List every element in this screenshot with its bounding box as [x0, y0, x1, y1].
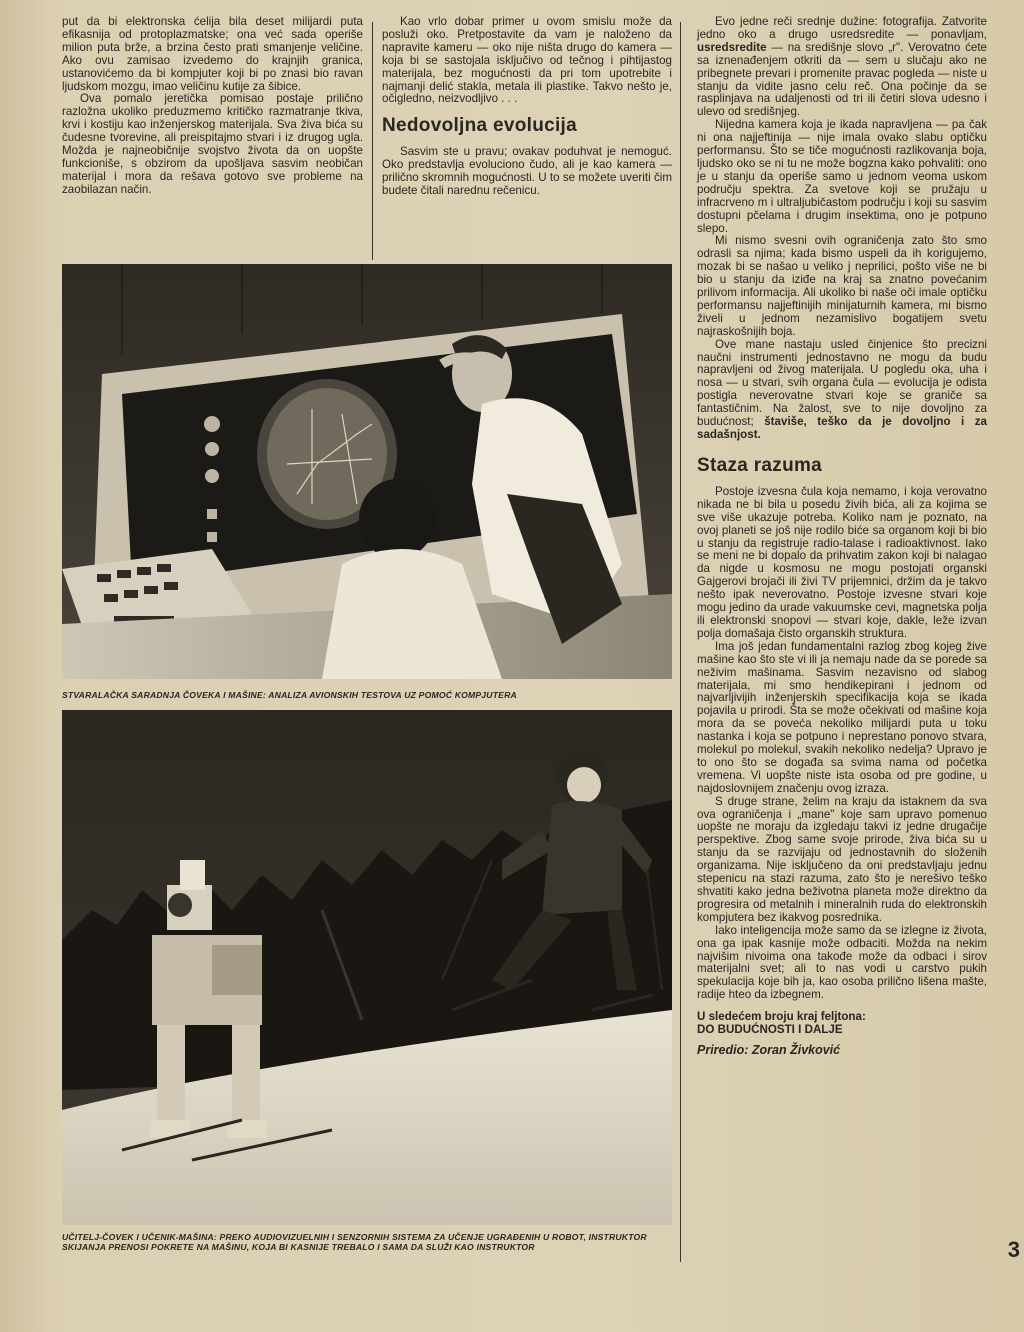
text-run: Ove mane nastaju usled činjenice što precizni naučni instrumenti jednostavno ne mogu da budu napravljeni od živog materijala. U pogledu oka, uha i nosa — u stvari, svih organa čula — evolucija je odista postigla neverovatne stvari koje se graniče sa fantastičnim. Na žalost, sve to nije dovoljno za budućnost; [697, 337, 987, 429]
photo-ski-robot [62, 710, 672, 1225]
page-number: 3 [1007, 1237, 1020, 1262]
paragraph [697, 339, 987, 442]
paragraph: Sasvim ste u pravu; ovakav poduhvat je nemoguć. Oko predstavlja evoluciono čudo, ali je kao kamera — prilično skromnih mogućnosti. U to se možete uveriti čim budete čitali narednu rečenicu. [382, 145, 672, 198]
column-divider [680, 22, 681, 1262]
paragraph: Postoje izvesna čula koja nemamo, i koja verovatno nikada ne bi bila u posedu živih bića, ali za kojima se sve više ukazuje potreba. Koliko nam je poznato, na ovoj planeti se još nije rodilo biće sa organom koji bi bio u stanju da registruje radio-talase i radioaktivnost. Iako se meni ne bi dopalo da prihvatim zakon koji bi nalagao da nigde u kosmosu ne mogu postojati organski Gajgerovi brojači ili živi TV prijemnici, držim da je takvo nešto ipak neverovatno. Postoje izvesne stvari koje mogu jedino da urade vakuumske cevi, magnetska polja ili elektronski snopovi — stvari koje, dakle, leže izvan polja domašaja čisto organskih struktura. [697, 484, 987, 640]
photo-ski-robot-image [62, 710, 672, 1225]
paragraph: put da bi elektronska ćelija bila deset milijardi puta efikasnija od protoplazmatske; ona već sada operiše milion puta brže, a brzina često prati smanjenje veličine. Ako ovu zamisao izvedemo do krajnjih granica, ustanovićemo da bi kompjuter koji bi po znasi bio ravan ljudskom mozgu, imao veličinu kutije za šibice. [62, 15, 363, 93]
paragraph: Iako inteligencija može samo da se izlegne iz života, ona ga ipak kasnije može odbaciti. Možda na nekim najvišim nivoima ona takođe može da odbaci i sirov materijalni svet; ali to nas vodi u carstvo pukih spekulacija koje bih ja, kao osoba prilično lišena mašte, radije hteo da izbegnem. [697, 923, 987, 1002]
credit-label: Priredio: [697, 1043, 749, 1058]
photo-caption: STVARALAČKA SARADNJA ČOVEKA I MAŠINE: ANALIZA AVIONSKIH TESTOVA UZ POMOĆ KOMPJUTERA [62, 690, 517, 700]
paragraph: Nijedna kamera koja je ikada napravljena — pa čak ni ona najjeftinija — nije imala ovako slabu optičku performansu. Što se tiče mogućnosti razlikovanja boja, ljudsko oko se ni tu ne može bogzna kako pohvaliti: ono je u stanju da operiše samo u jednom veoma uskom području spektra. Za svetove koji se pružaju u infracrveno m i ultraljubičastom području i koji su sasvim dostupni pčelama i drugim insektima, ono je potpuno slepo. [697, 118, 987, 235]
emphasis: štaviše, teško da je dovoljno i za sadašnjost. [697, 415, 987, 441]
photo-caption: UČITELJ-ČOVEK I UČENIK-MAŠINA: PREKO AUDIOVIZUELNIH I SENZORNIH SISTEMA ZA UČENJE UGRAĐENIH U ROBOT, INSTRUKTOR SKIJANJA PRENOSI POKRETE NA MAŠINU, KOJA BI KASNIJE TREBALO I SAMA DA SLUŽI KAO INSTRUKTOR [62, 1232, 647, 1252]
paragraph: Mi nismo svesni ovih ograničenja zato što smo odrasli sa njima; kada bismo uspeli da ih korigujemo, mozak bi se našao u veliko j neprilici, pošto više ne bi bio u stanju da iziđe na kraj sa znatno povećanim prilivom informacija. Ali ukoliko bi naše oči imale optičku performansu najjeftinijih minijaturnih kamera, mi bismo živeli u jednom nezamislivo bogatijem svetu najraskošnijih boja. [697, 234, 987, 338]
section-heading: Nedovoljna evolucija [382, 115, 577, 137]
section-heading: Staza razuma [697, 454, 823, 476]
paragraph: Ova pomalo jeretička pomisao postaje prilično razložna ukoliko preduzmemo kritičko razmatranje tkiva, krvi i kostiju kao inženjerskog materijala. Sva živa bića su čudesne tvorevine, ali preispitajmo stvari i iz drugog ugla. Možda je najneobičnije svojstvo života da on uopšte funkcioniše, s obzirom da upošljava sasvim neobičan materijal i mora da rešava gotovo sve probleme na zaobilazan način. [62, 92, 363, 196]
paragraph: Ima još jedan fundamentalni razlog zbog kojeg žive mašine kao što ste vi ili ja nemaju nade da se porede sa neživim mašinama. Sasvim nezavisno od slabog materijala, mi smo hendikepirani i jednom od najvarljivijih inženjerskih specifikacija koja se ikada pojavila u prirodi. Šta se može očekivati od mašine koja mora da se poveća nekoliko milijardi puta u toku nastanka i koja se potpuno i neprestano ponovo stvara, molekul po molekul, svakih nekoliko nedelja? Upravo je to ono što se događa sa svima nama od početka vremena. Vi uopšte niste ista osoba od pre godine, u najdoslovnijem značenju ovog izraza. [697, 639, 987, 795]
author-credit [697, 1044, 987, 1057]
teaser-title: DO BUDUĆNOSTI I DALJE [697, 1023, 843, 1037]
photo-computer-lab [62, 264, 672, 679]
paragraph [697, 16, 987, 119]
column-2 [382, 16, 672, 198]
paragraph: Kao vrlo dobar primer u ovom smislu može da posluži oko. Pretpostavite da vam je naloženo da napravite kameru — oko nije ništa drugo do kamera — koja bi se sastojala isključivo od tečnog i pihtijastog materijala, bez mogućnosti da pri tom upotrebite i najmanji delić stakla, metala ili plastike. Takvo nešto je, očigledno, neizvodljivo . . . [382, 15, 672, 106]
column-divider [372, 22, 373, 260]
column-1 [62, 16, 363, 197]
paragraph: S druge strane, želim na kraju da istaknem da sva ova ograničenja i „mane" koje sam upravo pomenuo uopšte ne moraju da izgledaju takvi iz jedne drugačije perspektive. Zbog same svoje prirode, živa bića su u stanju da se razvijaju od jednostavnih do složenih organizama. Nije isključeno da oni predstavljaju jednu stepenicu na stazi razuma, zato što je nerešivo teško shvatiti kako jedna beživotna planeta može direktno da progresira od metalnih i mineralnih ruda do elektronskih kompjutera bez ikakvog posrednika. [697, 794, 987, 924]
column-3 [697, 16, 987, 1057]
next-issue-teaser [697, 1010, 987, 1036]
text-run: — na središnje slovo „r". Verovatno ćete sa iznenađenjem otkriti da — sem u slučaju ako ne pribegnete prevari i promenite pravac pogleda — niste u stanju da vidite jasno celu reč. Ona počinje da se rasplinjava na udaljenosti od tri ili četiri slova udesno i ulevo od središnjeg. [697, 40, 987, 119]
text-run: Evo jedne reči srednje dužine: fotografija. Zatvorite jedno oko a drugo usredsredite — ponavljam, [697, 15, 987, 41]
credit-name: Zoran Živković [751, 1043, 841, 1058]
photo-computer-lab-image [62, 264, 672, 679]
emphasis: usredsredite [697, 40, 767, 54]
teaser-line: U sledećem broju kraj feljtona: [697, 1010, 866, 1024]
